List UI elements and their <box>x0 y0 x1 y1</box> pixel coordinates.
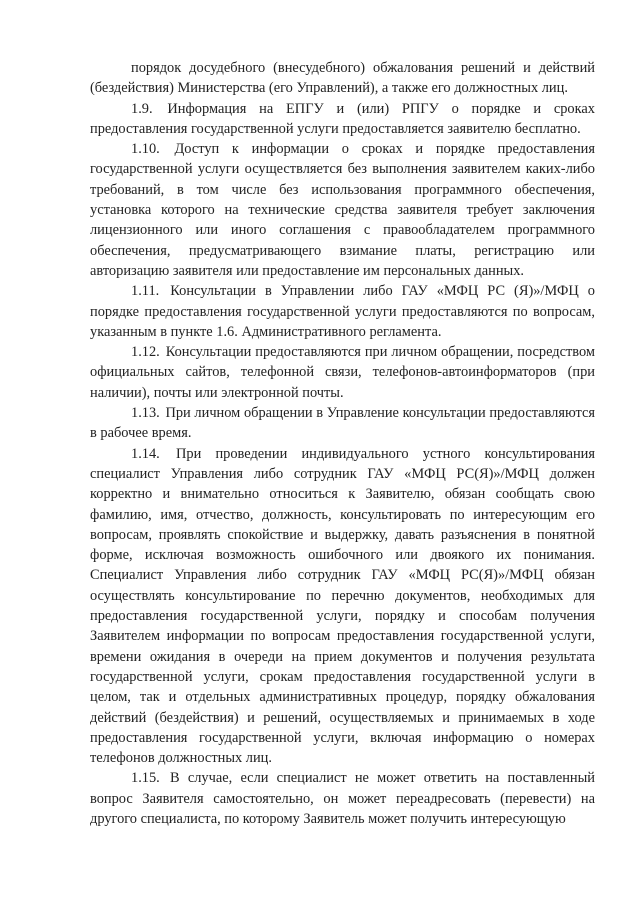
paragraph-number: 1.11. <box>131 283 160 300</box>
paragraph-number: 1.14. <box>131 445 160 462</box>
paragraph-1-10 <box>90 139 595 281</box>
paragraph-number: 1.13. <box>131 405 160 422</box>
paragraph-number: 1.12. <box>131 344 160 361</box>
paragraph-1-15 <box>90 768 595 829</box>
paragraph-1-11 <box>90 281 595 342</box>
paragraph-text: Консультации предоставляются при личном обращении, посредством официальных сайтов, телефонной связи, телефонов-автоинформаторов (при наличии), почты или электронной почты. <box>90 344 595 401</box>
paragraph-1-12 <box>90 342 595 403</box>
paragraph-1-13 <box>90 403 595 444</box>
paragraph-text: При проведении индивидуального устного консультирования специалист Управления либо сотрудник ГАУ «МФЦ РС(Я)»/МФЦ должен корректно и внимательно относиться к Заявителю, обязан сообщать свою фамилию, имя, отчество, должность, консультировать по интересующим его вопросам, проявлять спокойствие и выдержку, давать разъяснения в понятной форме, исключая возможность ошибочного или двоякого их понимания. Специалист Управления либо сотрудник ГАУ «МФЦ РС(Я)»/МФЦ обязан осуществлять консультирование по перечню документов, необходимых для предоставления государственной услуги, порядку и способам получения Заявителем информации по вопросам предоставления государственной услуги, времени ожидания в очереди на прием документов и получения результата государственной услуги, срокам предоставления государственной услуги в целом, так и отдельных административных процедур, порядку обжалования действий (бездействия) и решений, осуществляемых и принимаемых в ходе предоставления государственной услуги, включая информацию о номерах телефонов должностных лиц. <box>90 445 595 767</box>
paragraph-text: При личном обращении в Управление консультации предоставляются в рабочее время. <box>90 405 595 442</box>
paragraph-text: Информация на ЕПГУ и (или) РПГУ о порядке и сроках предоставления государственной услуги предоставляется заявителю бесплатно. <box>90 100 595 137</box>
paragraph-text: Доступ к информации о сроках и порядке предоставления государственной услуги осуществляется без выполнения заявителем каких-либо требований, в том числе без использования программного обеспечения, установка которого на технические средства заявителя требует заключения лицензионного или иного соглашения с правообладателем программного обеспечения, предусматривающего взимание платы, регистрацию или авторизацию заявителя или предоставление им персональных данных. <box>90 141 595 279</box>
paragraph-continuation <box>90 58 595 99</box>
paragraph-number: 1.9. <box>131 100 153 117</box>
document-body <box>90 58 595 829</box>
paragraph-number: 1.15. <box>131 770 160 787</box>
paragraph-1-9 <box>90 99 595 140</box>
paragraph-1-14 <box>90 444 595 769</box>
paragraph-text: порядок досудебного (внесудебного) обжалования решений и действий (бездействия) Министерства (его Управлений), а также его должностных лиц. <box>90 60 595 97</box>
paragraph-text: Консультации в Управлении либо ГАУ «МФЦ РС (Я)»/МФЦ о порядке предоставления государственной услуги предоставляются по вопросам, указанным в пункте 1.6. Административного регламента. <box>90 283 595 340</box>
paragraph-text: В случае, если специалист не может ответить на поставленный вопрос Заявителя самостоятельно, он может переадресовать (перевести) на другого специалиста, по которому Заявитель может получить интересующую <box>90 770 595 827</box>
paragraph-number: 1.10. <box>131 141 160 158</box>
